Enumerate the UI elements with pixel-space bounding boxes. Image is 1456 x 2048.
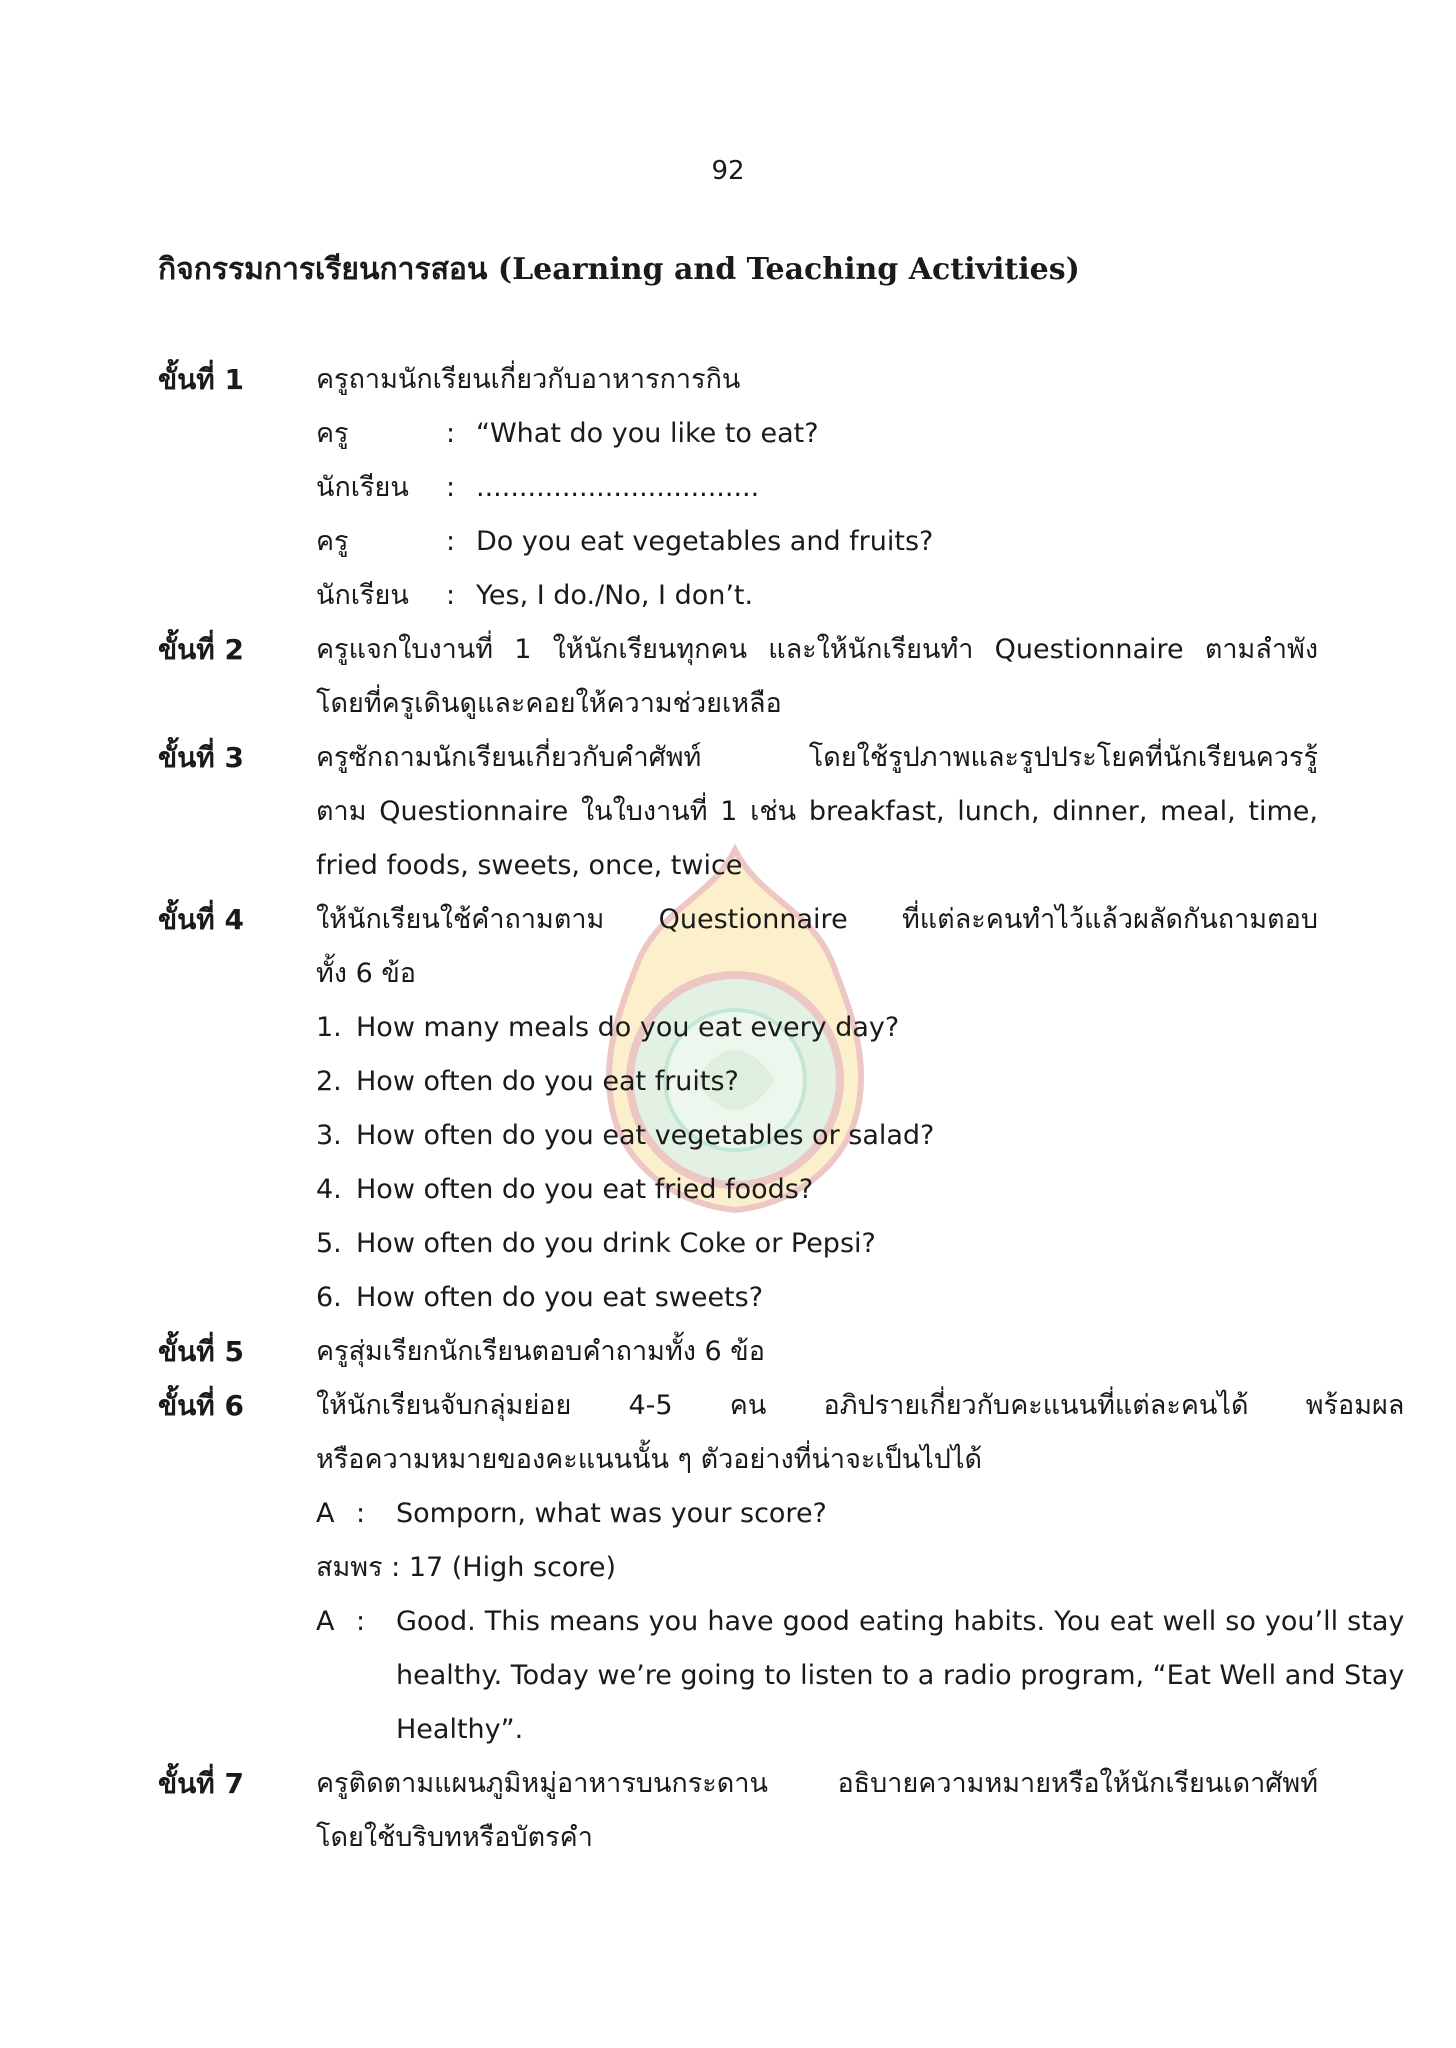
question-text: How often do you eat vegetables or salad? [356,1120,935,1151]
step-text-line: โดยใช้บริบทหรือบัตรคำ [316,1822,593,1853]
step-text-line: ให้นักเรียนจับกลุ่มย่อย 4-5 คน อภิปรายเกี่ยวกับคะแนนที่แต่ละคนได้ พร้อมผล [316,1390,1405,1421]
dialog-colon: : [446,526,456,557]
dialog-text: Do you eat vegetables and fruits? [476,526,934,557]
example-score-line: สมพร : 17 (High score) [316,1552,617,1583]
question-number: 2. [316,1066,342,1097]
dialog-row [316,461,1318,515]
step-text-line: ครูสุ่มเรียกนักเรียนตอบคำถามทั้ง 6 ข้อ [316,1336,765,1367]
step-1 [158,353,1318,623]
dialog-speaker: ครู [316,418,349,449]
dialog-speaker: ครู [316,526,349,557]
step-label: ขั้นที่ 1 [158,363,244,396]
dialog-speaker: A [316,1498,335,1529]
question-number: 4. [316,1174,342,1205]
question-number: 6. [316,1282,342,1313]
step-text-line: ครูติดตามแผนภูมิหมู่อาหารบนกระดาน อธิบายความหมายหรือให้นักเรียนเดาศัพท์ [316,1768,1318,1799]
question-item [316,1055,1318,1109]
dialog-speaker: A [316,1606,335,1637]
question-number: 1. [316,1012,342,1043]
step-text-line: ทั้ง 6 ข้อ [316,958,416,989]
dialog-text: Yes, I do./No, I don’t. [476,580,754,611]
activity-steps [158,353,1405,1865]
step-text: ครูถามนักเรียนเกี่ยวกับอาหารการกิน [316,364,741,395]
dialog-text-line: Healthy”. [396,1714,524,1745]
step-text-line: fried foods, sweets, once, twice [316,850,743,881]
step-6 [158,1379,1405,1757]
dialog-colon: : [446,472,456,503]
step-label: ขั้นที่ 7 [158,1767,244,1800]
step-7 [158,1757,1318,1865]
step-text-line: ตาม Questionnaire ในใบงานที่ 1 เช่น breakfast, lunch, dinner, meal, time, [316,796,1318,827]
step-text-line: ให้นักเรียนใช้คำถามตาม Questionnaire ที่แต่ละคนทำไว้แล้วผลัดกันถามตอบ [316,904,1318,935]
dialog-text-line: healthy. Today we’re going to listen to a radio program, “Eat Well and Stay [396,1660,1405,1691]
step-label: ขั้นที่ 5 [158,1335,244,1368]
question-item [316,1001,1318,1055]
question-item [316,1163,1318,1217]
question-item [316,1109,1318,1163]
question-text: How often do you eat sweets? [356,1282,764,1313]
dialog-text: Somporn, what was your score? [396,1498,827,1529]
dialog-row [316,569,1318,623]
dialog-text: “What do you like to eat? [476,418,819,449]
dialog-speaker: นักเรียน [316,472,409,503]
question-text: How many meals do you eat every day? [356,1012,900,1043]
dialog-row [316,407,1318,461]
page-number: 92 [711,156,745,186]
example-dialog-row [316,1595,1404,1757]
step-3 [158,731,1318,893]
question-text: How often do you eat fried foods? [356,1174,814,1205]
dialog-colon: : [356,1606,366,1637]
dialog-colon: : [446,580,456,611]
step-5 [158,1325,1318,1379]
step-label: ขั้นที่ 6 [158,1389,244,1422]
question-number: 5. [316,1228,342,1259]
dialog-text: ................................. [476,472,760,503]
step-4 [158,893,1318,1325]
step-text-line: โดยที่ครูเดินดูและคอยให้ความช่วยเหลือ [316,688,782,719]
dialog-colon: : [356,1498,366,1529]
step-label: ขั้นที่ 3 [158,741,244,774]
question-item [316,1271,1318,1325]
step-label: ขั้นที่ 4 [158,903,244,936]
section-heading: กิจกรรมการเรียนการสอน (Learning and Teaching Activities) [158,252,1080,287]
step-label: ขั้นที่ 2 [158,633,244,666]
dialog-colon: : [446,418,456,449]
dialog-speaker: นักเรียน [316,580,409,611]
example-dialog-row [316,1487,1404,1541]
question-number: 3. [316,1120,342,1151]
step-text-line: ครูแจกใบงานที่ 1 ให้นักเรียนทุกคน และให้นักเรียนทำ Questionnaire ตามลำพัง [316,634,1318,665]
step-2 [158,623,1318,731]
question-text: How often do you drink Coke or Pepsi? [356,1228,876,1259]
step-text-line: หรือความหมายของคะแนนนั้น ๆ ตัวอย่างที่น่าจะเป็นไปได้ [316,1444,983,1475]
dialog-text-line: Good. This means you have good eating habits. You eat well so you’ll stay [396,1606,1405,1637]
dialog-row [316,515,1318,569]
question-text: How often do you eat fruits? [356,1066,739,1097]
question-item [316,1217,1318,1271]
step-text-line: ครูซักถามนักเรียนเกี่ยวกับคำศัพท์ โดยใช้รูปภาพและรูปประโยคที่นักเรียนควรรู้ [316,742,1318,773]
